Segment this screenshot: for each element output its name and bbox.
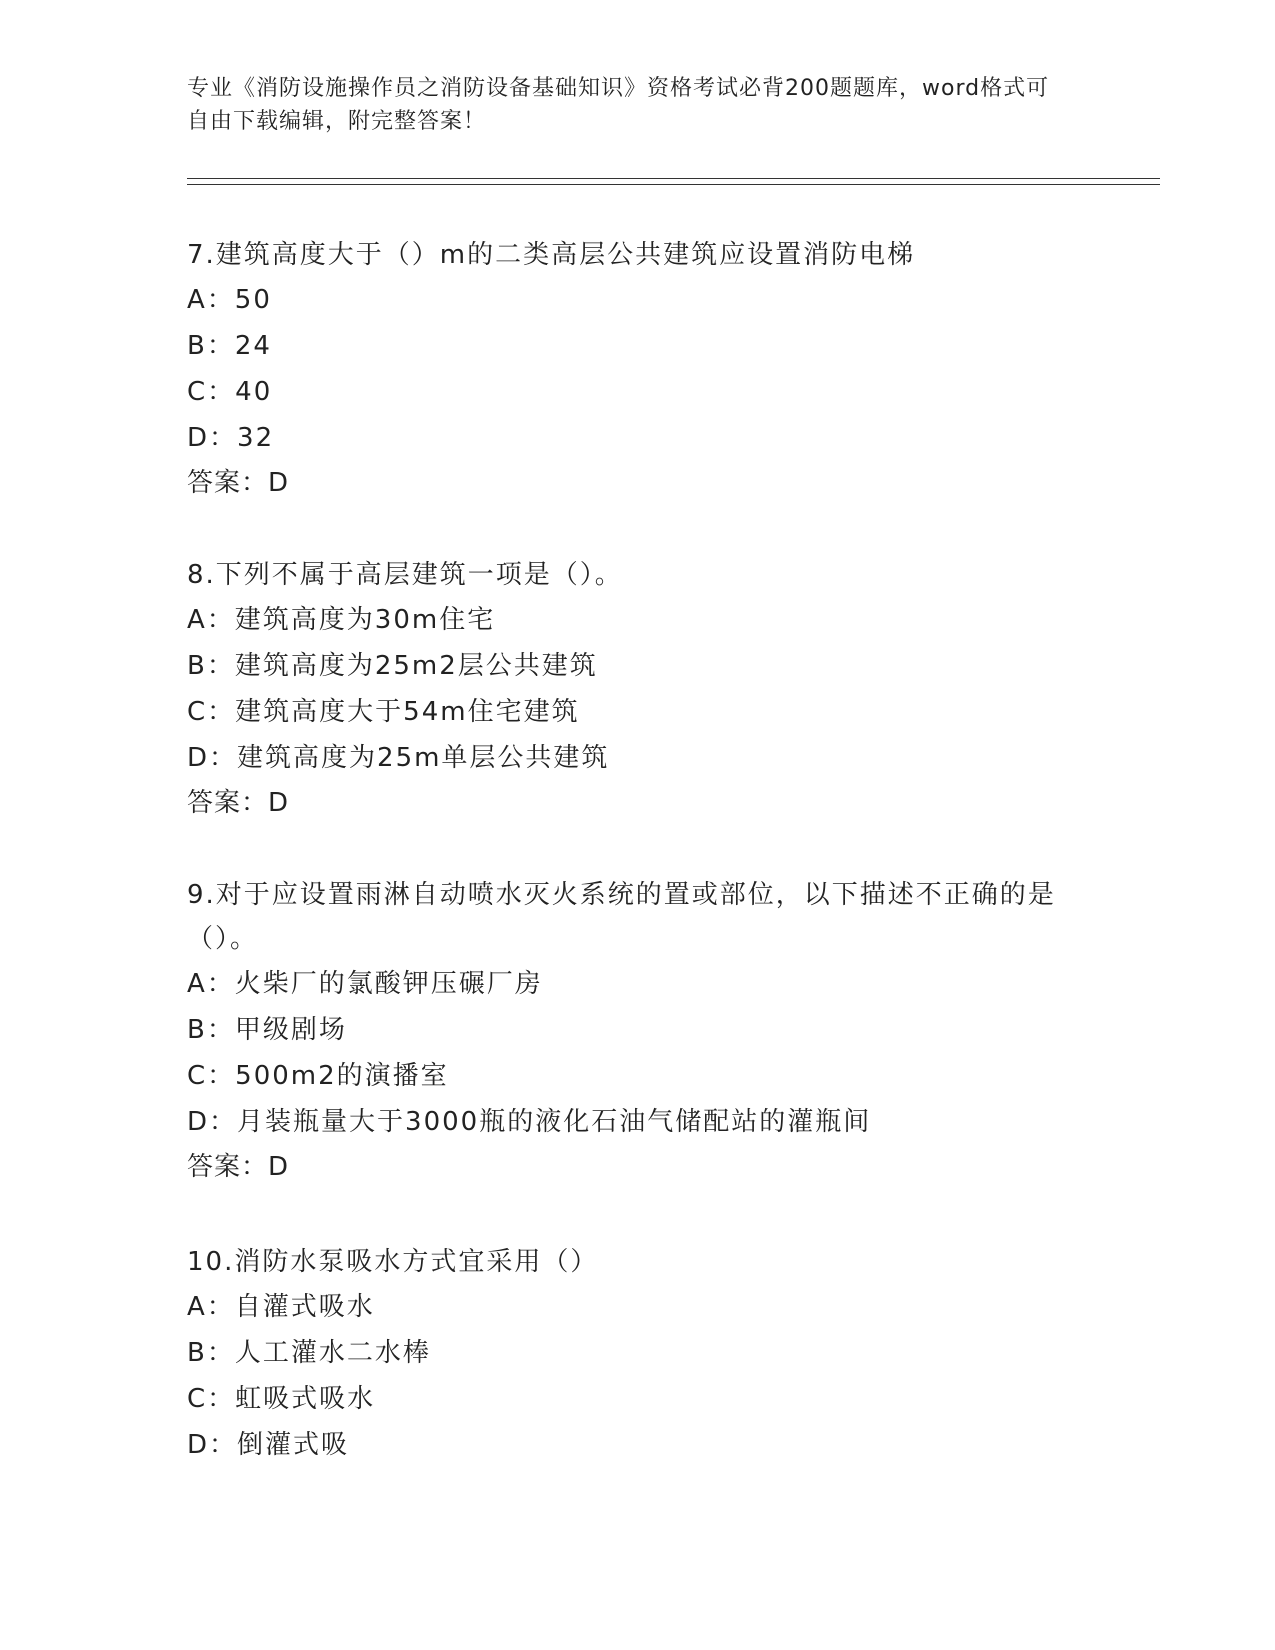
option-a: A：自灌式吸水 [187, 1292, 375, 1322]
option-b: B：建筑高度为25m2层公共建筑 [187, 651, 598, 681]
question-8 [187, 553, 1067, 825]
option-c: C：40 [187, 377, 273, 407]
option-b: B：24 [187, 331, 272, 361]
header-divider-top [187, 178, 1160, 179]
header-text: 专业《消防设施操作员之消防设备基础知识》资格考试必背200题题库，word格式可自由下载编辑，附完整答案！ [187, 76, 1050, 134]
header-divider-bottom [187, 184, 1160, 185]
option-a: A：50 [187, 285, 272, 315]
question-stem: 8.下列不属于高层建筑一项是（）。 [187, 560, 623, 590]
option-a: A：建筑高度为30m住宅 [187, 605, 496, 635]
answer-line: 答案：D [187, 468, 290, 498]
question-9 [187, 873, 1067, 1189]
option-b: B：人工灌水二水棒 [187, 1338, 431, 1368]
question-7 [187, 233, 1067, 505]
question-10 [187, 1240, 1067, 1468]
question-stem: 10.消防水泵吸水方式宜采用（） [187, 1247, 599, 1277]
option-b: B：甲级剧场 [187, 1015, 347, 1045]
option-d: D：建筑高度为25m单层公共建筑 [187, 743, 610, 773]
document-header [187, 72, 1067, 138]
question-stem: 9.对于应设置雨淋自动喷水灭火系统的置或部位，以下描述不正确的是（）。 [187, 880, 1056, 954]
answer-line: 答案：D [187, 788, 290, 818]
option-c: C：虹吸式吸水 [187, 1384, 376, 1414]
option-c: C：500m2的演播室 [187, 1061, 449, 1091]
option-d: D：月装瓶量大于3000瓶的液化石油气储配站的灌瓶间 [187, 1107, 872, 1137]
option-d: D：32 [187, 423, 275, 453]
answer-line: 答案：D [187, 1152, 290, 1182]
option-a: A：火柴厂的氯酸钾压碾厂房 [187, 969, 543, 999]
question-stem: 7.建筑高度大于（）m的二类高层公共建筑应设置消防电梯 [187, 240, 916, 270]
option-c: C：建筑高度大于54m住宅建筑 [187, 697, 580, 727]
option-d: D：倒灌式吸 [187, 1430, 350, 1460]
